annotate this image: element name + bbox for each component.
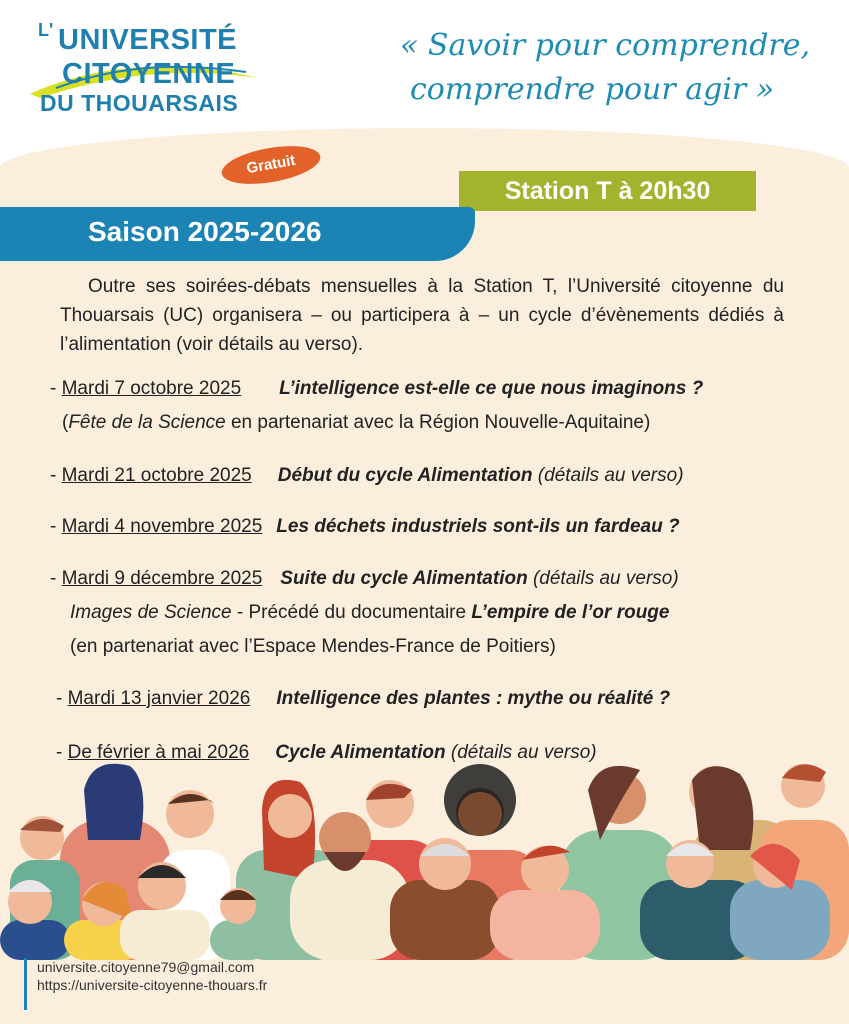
logo-line1: UNIVERSITÉ	[58, 24, 238, 56]
motto-line1: « Savoir pour comprendre,	[400, 28, 811, 63]
logo	[20, 14, 260, 114]
event-2	[50, 465, 684, 487]
event-date: Mardi 4 novembre 2025	[61, 516, 263, 537]
intro-text: Outre ses soirées-débats mensuelles à la Station T, l’Université citoyenne du Thouarsais (UC) organisera – ou participera à – un cycle d’évènements dédiés à l’alimentation (voir détails au verso).	[60, 276, 784, 355]
free-badge: Gratuit	[219, 140, 323, 191]
event-dash: -	[56, 688, 68, 709]
motto-line2: comprendre pour agir »	[410, 72, 775, 107]
event-detail-text: - Précédé du documentaire	[231, 602, 472, 623]
station-banner: Station T à 20h30	[459, 171, 756, 211]
logo-line3: DU THOUARSAIS	[40, 90, 239, 116]
event-date: De février à mai 2026	[67, 742, 250, 763]
event-note: (détails au verso)	[532, 465, 684, 486]
event-partner-text: (en partenariat avec l’Espace Mendes-France de Poitiers)	[70, 636, 556, 657]
event-5	[56, 688, 670, 710]
event-dash: -	[50, 516, 62, 537]
event-date: Mardi 13 janvier 2026	[67, 688, 251, 709]
event-title: Les déchets industriels sont-ils un fardeau ?	[276, 516, 680, 537]
event-dash: -	[50, 465, 62, 486]
event-date: Mardi 9 décembre 2025	[61, 568, 263, 589]
event-3	[50, 516, 680, 538]
season-label: Saison 2025-2026	[88, 216, 322, 247]
event-title: L’intelligence est-elle ce que nous imaginons ?	[279, 378, 704, 399]
event-title: Début du cycle Alimentation	[277, 465, 533, 486]
event-dash: -	[50, 568, 62, 589]
event-title: Cycle Alimentation	[275, 742, 446, 763]
documentary-title: L’empire de l’or rouge	[471, 602, 670, 623]
event-title: Intelligence des plantes : mythe ou réalité ?	[276, 688, 671, 709]
event-4	[50, 568, 679, 590]
event-note: (détails au verso)	[527, 568, 679, 589]
event-date: Mardi 7 octobre 2025	[61, 378, 242, 399]
logo-line2: CITOYENNE	[62, 58, 236, 90]
contact-block	[24, 958, 267, 1010]
event-detail-text: en partenariat avec la Région Nouvelle-Aquitaine)	[225, 412, 651, 433]
event-dash: -	[50, 378, 62, 399]
intro-paragraph	[60, 272, 784, 359]
event-4-partner	[70, 636, 556, 658]
motto	[400, 24, 830, 112]
event-1	[50, 378, 703, 400]
logo-prefix: L'	[38, 20, 54, 40]
event-1-detail	[62, 412, 650, 434]
event-detail-italic: Images de Science	[70, 602, 232, 623]
event-date: Mardi 21 octobre 2025	[61, 465, 252, 486]
event-note: (détails au verso)	[445, 742, 597, 763]
season-banner	[0, 207, 475, 261]
people-crowd-illustration	[0, 760, 849, 960]
contact-email[interactable]: universite.citoyenne79@gmail.com	[37, 959, 255, 975]
event-title: Suite du cycle Alimentation	[280, 568, 528, 589]
contact-website[interactable]: https://universite-citoyenne-thouars.fr	[37, 977, 268, 993]
event-dash: -	[56, 742, 68, 763]
event-4-detail	[70, 602, 669, 624]
paren-open: (	[62, 412, 69, 433]
event-detail-italic: Fête de la Science	[68, 412, 226, 433]
